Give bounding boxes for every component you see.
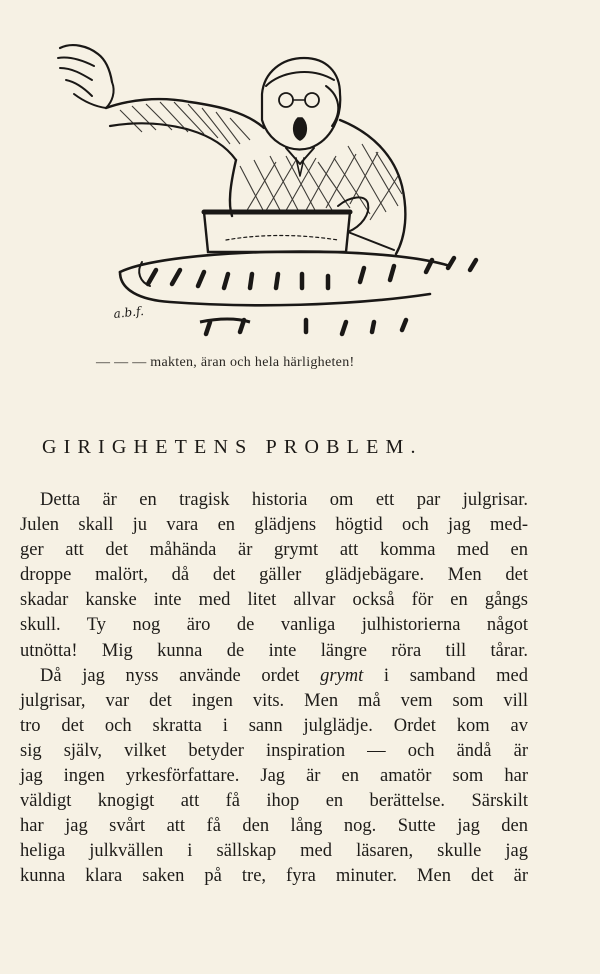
text-line: skadar kanske inte med litet allvar också för en gångs: [20, 590, 528, 611]
text-segment: i samband med: [383, 665, 528, 686]
illustration-caption: — — — makten, äran och hela härligheten!: [96, 355, 355, 370]
text-line: Detta är en tragisk historia om ett par julgrisar.: [40, 490, 528, 510]
text-line: julgrisar, var det ingen vits. Men må vem som vill: [20, 690, 528, 711]
text-line: heliga julkvällen i sällskap med läsaren, skulle jag: [20, 841, 528, 862]
chapter-heading: GIRIGHETENS PROBLEM.: [42, 436, 423, 458]
artist-signature: a.b.f.: [112, 303, 145, 321]
text-line: droppe malört, då det gäller glädjebägare. Men det: [20, 565, 528, 586]
text-line: har jag svårt att få den lång nog. Sutte jag den: [20, 816, 528, 837]
text-line: [20, 664, 528, 689]
body-text: [20, 488, 528, 890]
text-line: ger att det måhända är grymt att komma med en: [20, 540, 528, 561]
text-line: tro det och skratta i sann julglädje. Ordet kom av: [20, 715, 528, 736]
text-line: väldigt knogigt att få ihop en berättelse. Särskilt: [20, 791, 528, 812]
text-segment: Då jag nyss använde ordet: [40, 665, 300, 686]
text-line: jag ingen yrkesförfattare. Jag är en amatör som har: [20, 766, 528, 787]
text-line: utnötta! Mig kunna de inte längre röra till tårar.: [20, 640, 528, 661]
emphasized-word: grymt: [320, 665, 364, 686]
text-line: sig själv, vilket betyder inspiration — och ändå är: [20, 740, 528, 761]
orator-illustration: [50, 36, 490, 356]
text-line: skull. Ty nog äro de vanliga julhistorierna något: [20, 615, 528, 636]
text-line: kunna klara saken på tre, fyra minuter. Men det är: [20, 866, 528, 887]
text-line: Julen skall ju vara en glädjens högtid och jag med-: [20, 515, 528, 536]
